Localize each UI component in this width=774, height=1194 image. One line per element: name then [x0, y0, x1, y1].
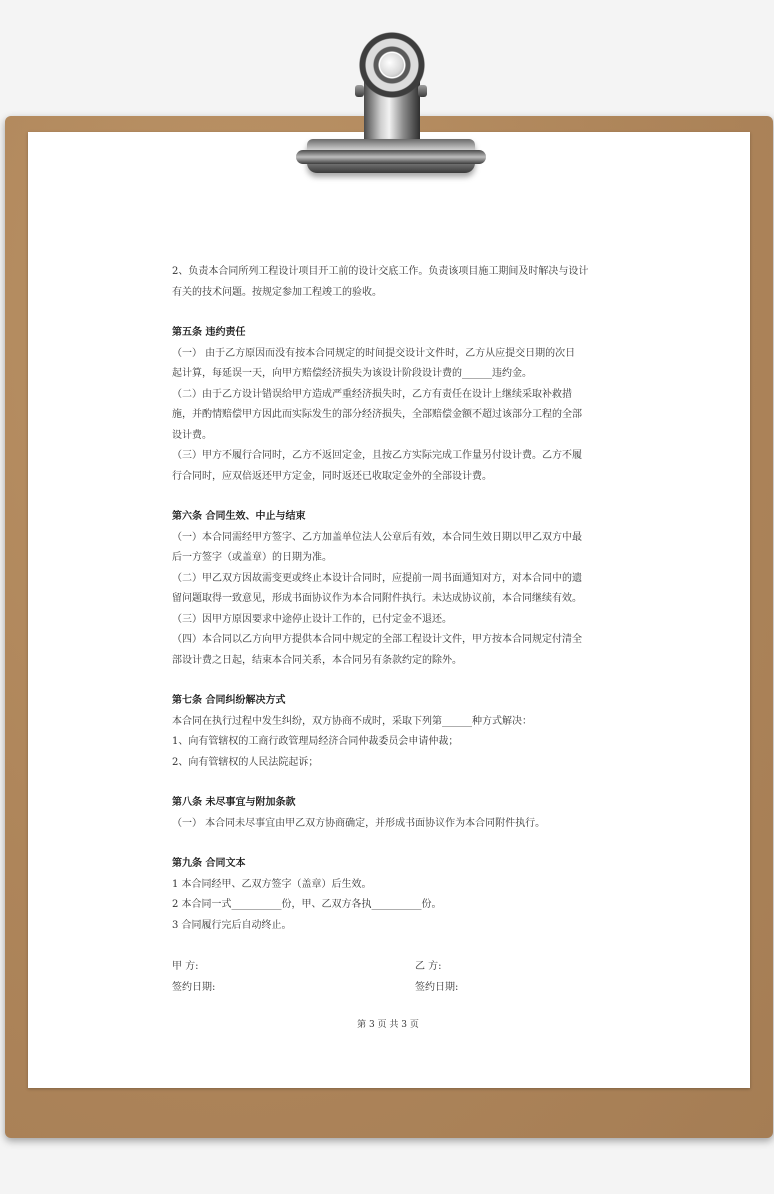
article-6-line: （三）因甲方原因要求中途停止设计工作的，已付定金不退还。	[172, 613, 452, 625]
article-5-line: （三）甲方不履行合同时，乙方不返回定金，且按乙方实际完成工作量另付设计费。乙方不履	[172, 450, 582, 461]
page-number: 第 3 页 共 3 页	[357, 1020, 419, 1030]
article-6-heading: 第六条 合同生效、中止与结束	[172, 511, 306, 522]
article-5-line: （一） 由于乙方原因而没有按本合同规定的时间提交设计文件时，乙方从应提交日期的次日	[172, 347, 576, 359]
article-7-line: 2、向有管辖权的人民法院起诉；	[172, 756, 319, 768]
article-5-line: 起计算，每延误一天，向甲方赔偿经济损失为该设计阶段设计费的______违约金。	[172, 368, 532, 379]
article-6-line: （一）本合同需经甲方签字、乙方加盖单位法人公章后有效，本合同生效日期以甲乙双方中最	[172, 531, 582, 543]
article-8-heading: 第八条 未尽事宜与附加条款	[172, 797, 296, 808]
article-8-line: （一） 本合同未尽事宜由甲乙双方协商确定，并形成书面协议作为本合同附件执行。	[172, 817, 546, 829]
party-a-label: 甲 方:	[172, 961, 199, 972]
signature-block	[172, 956, 604, 998]
article-5-heading: 第五条 违约责任	[172, 327, 246, 338]
article-6-line: 留问题取得一致意见，形成书面协议作为本合同附件执行。未达成协议前，本合同继续有效。	[172, 593, 582, 604]
article-6-line: （二）甲乙双方因故需变更或终止本设计合同时，应提前一周书面通知对方，对本合同中的遗	[172, 572, 582, 584]
article-5-line: 行合同时，应双倍返还甲方定金，同时返还已收取定金外的全部设计费。	[172, 470, 492, 482]
article-9-line: 1 本合同经甲、乙双方签字（盖章）后生效。	[172, 878, 372, 890]
article-9-line: 2 本合同一式__________份，甲、乙双方各执__________份。	[172, 899, 442, 910]
intro-line: 2、负责本合同所列工程设计项目开工前的设计交底工作。负责该项目施工期间及时解决与设计	[172, 266, 589, 277]
article-9-heading: 第九条 合同文本	[172, 858, 246, 869]
article-6-line: （四）本合同以乙方向甲方提供本合同中规定的全部工程设计文件，甲方按本合同规定付清全	[172, 634, 582, 645]
article-7-line: 1、向有管辖权的工商行政管理局经济合同仲裁委员会申请仲裁；	[172, 736, 459, 747]
article-6-line: 部设计费之日起，结束本合同关系，本合同另有条款约定的除外。	[172, 654, 462, 666]
document-body	[172, 262, 604, 1036]
article-7-line: 本合同在执行过程中发生纠纷，双方协商不成时，采取下列第______种方式解决：	[172, 715, 532, 727]
party-b-date-label: 签约日期:	[415, 982, 459, 993]
article-9-line: 3 合同履行完后自动终止。	[172, 919, 292, 931]
article-6-line: 后一方签字（或盖章）的日期为准。	[172, 552, 332, 563]
article-5-line: 设计费。	[172, 429, 212, 441]
article-5-line: 施，并酌情赔偿甲方因此而实际发生的部分经济损失，全部赔偿金额不超过该部分工程的全部	[172, 409, 582, 420]
party-a-date-label: 签约日期:	[172, 982, 216, 993]
party-b-label: 乙 方:	[415, 961, 442, 972]
article-5-line: （二）由于乙方设计错误给甲方造成严重经济损失时，乙方有责任在设计上继续采取补救措	[172, 388, 572, 400]
article-7-heading: 第七条 合同纠纷解决方式	[172, 695, 286, 706]
intro-line: 有关的技术问题。按规定参加工程竣工的验收。	[172, 286, 382, 298]
